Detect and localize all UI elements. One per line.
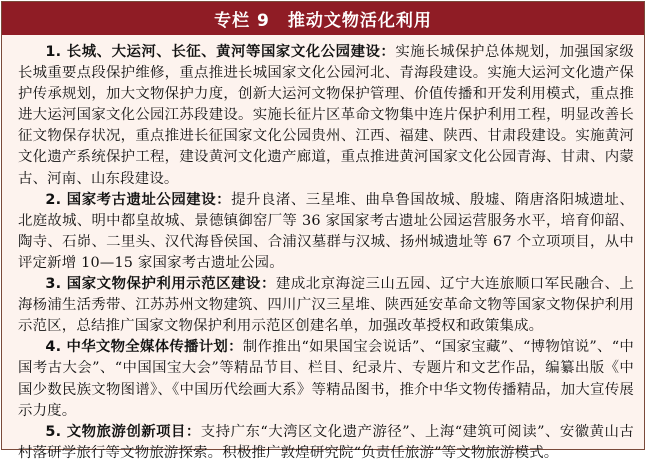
section-1-body: 实施长城保护总体规划，加强国家级长城重要点段保护维修，重点推进长城国家文化公园河北、青海段建设。实施大运河文化遗产保护传承规划，加大文物保护力度，创新大运河文物保护管理、价值传播和开发利用模式，重点推进大运河国家文化公园江苏段建设。实施长征片区革命文物集中连片保护利用工程，明显改善长征文物保存状况，重点推进长征国家文化公园贵州、江西、福建、陕西、甘肃段建设。实施黄河文化遗产系统保护工程，建设黄河文化遗产廊道，重点推进黄河国家文化公园青海、甘肃、内蒙古、河南、山东段建设。	[18, 44, 634, 187]
section-2-heading: 2. 国家考古遗址公园建设：	[45, 191, 232, 208]
section-4-heading: 4. 中华文物全媒体传播计划：	[45, 339, 243, 356]
box-title-bar	[2, 2, 644, 35]
section-3-body: 建成北京海淀三山五园、辽宁大连旅顺口军民融合、上海杨浦生活秀带、江苏苏州文物建筑、四川广汉三星堆、陕西延安革命文物等国家文物保护利用示范区，总结推广国家文物保护利用示范区创建名单，加强改革授权和政策集成。	[18, 276, 634, 335]
section-4-body: 制作推出“如果国宝会说话”、“国家宝藏”、“博物馆说”、“中国考古大会”、“中国国宝大会”等精品节目、栏目、纪录片、专题片和文艺作品，编纂出版《中国少数民族文物图谱》、《中国历代绘画大系》等精品图书，推介中华文物传播精品，加大宣传展示力度。	[18, 339, 634, 419]
section-5	[18, 422, 634, 464]
section-5-body: 支持广东“大湾区文化遗产游径”、上海“建筑可阅读”、安徽黄山古村落研学旅行等文物旅游探索。积极推广敦煌研究院“负责任旅游”等文物旅游模式。	[18, 423, 634, 461]
section-2-body: 提升良渚、三星堆、曲阜鲁国故城、殷墟、隋唐洛阳城遗址、北庭故城、明中都皇故城、景德镇御窑厂等 36 家国家考古遗址公园运营服务水平，培育仰韶、陶寺、石峁、二里头、汉代海昏侯国、合浦汉墓群与汉城、扬州城遗址等 67 个立项项目，从中评定新增 10—15 家国家考古遗址公园。	[18, 191, 635, 271]
section-5-heading: 5. 文物旅游创新项目：	[45, 423, 201, 440]
box-label: 专栏 9	[214, 11, 270, 31]
section-3-heading: 3. 国家文物保护利用示范区建设：	[45, 276, 276, 293]
column-box	[1, 1, 645, 461]
box-title: 推动文物活化利用	[287, 11, 432, 31]
section-1	[18, 42, 634, 190]
section-4	[18, 337, 634, 421]
section-1-heading: 1. 长城、大运河、长征、黄河等国家文化公园建设：	[45, 44, 396, 60]
section-2	[18, 190, 634, 274]
box-content	[2, 35, 644, 464]
section-3	[18, 274, 634, 337]
